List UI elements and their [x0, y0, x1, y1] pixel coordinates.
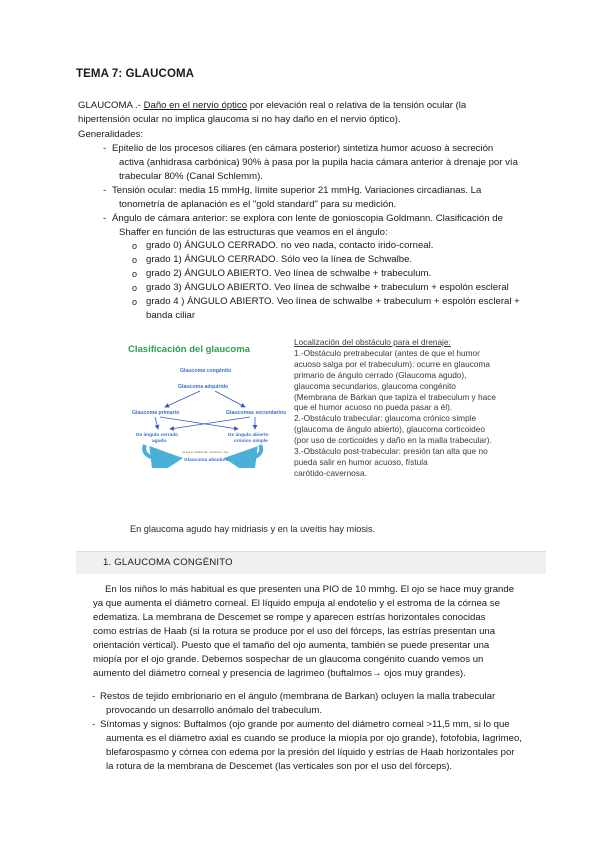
gen-item-2-line-2: tonometría de aplanación es el "gold standard" para su medición. [119, 199, 397, 210]
definition-rest: por elevación real o relativa de la tensión ocular (la [247, 100, 467, 111]
dash-bullet: - [103, 143, 107, 154]
circle-bullet-icon: o [132, 283, 138, 293]
localizacion-block [294, 337, 539, 479]
localizacion-line: glaucoma secundarios, glaucoma congénito [294, 380, 456, 391]
localizacion-line: 1.-Obstáculo pretrabecular (antes de que el humor [294, 347, 480, 358]
localizacion-line: (glaucoma de ángulo abierto), glaucoma corticoideo [294, 424, 485, 435]
circle-bullet-icon: o [132, 255, 138, 265]
section-1-para-line: miopía por el ojo grande. Debemos sospechar de un glaucoma congénito cuando vemos un [93, 654, 484, 665]
page-title: TEMA 7: GLAUCOMA [76, 68, 195, 80]
localizacion-heading: Localización del obstáculo para el drenaje: [294, 337, 451, 347]
section-1-para-line: orientación vertical). Puesto que el tamaño del ojo aumenta, también se puede presentar una [93, 640, 490, 651]
circle-bullet-icon: o [132, 297, 138, 307]
arrow-line [165, 391, 200, 407]
section-1-bullet-2-line-1: Síntomas y signos: Buftalmos (ojo grande por aumento del diámetro corneal >11,5 mm, si lo que [100, 719, 510, 730]
gen-item-3-line-2: Shaffer en función de las estructuras que veamos en el ángulo: [119, 227, 388, 238]
node-cerrado-1: De ángulo cerrado [136, 433, 179, 438]
section-1-para-line: En los niños lo más habitual es que presenten una PIO de 10 mmhg. El ojo se hace muy grande [105, 584, 515, 595]
localizacion-line: que el humor acuoso no pueda pasar a él). [294, 402, 453, 413]
definition-term: GLAUCOMA .- [78, 100, 141, 111]
definition-underlined: Daño en el nervio óptico [143, 100, 248, 111]
diagram-title: Clasificación del glaucoma [128, 344, 250, 355]
gen-item-1-line-1: Epitelio de los procesos ciliares (en cámara posterior) sintetiza humor acuoso à secreción [112, 143, 494, 154]
section-1-para-line: como estrías de Haab (si la rotura se produce por el uso del fórceps, las estrías presentan una [93, 626, 496, 637]
section-1-bullet-1-line-1: Restos de tejido embrionario en el ángulo (membrana de Barkan) ocluyen la malla trabecular [100, 691, 496, 702]
localizacion-line: 3.-Obstáculo post-trabecular: presión tan alta que no [294, 446, 488, 457]
section-header-bar [76, 551, 546, 574]
diagram-small-note: ya sea lo tratable álo, síntomas o hay [182, 450, 229, 454]
section-1-bullet-2-line-3: blefarospasmo y córnea con edema por la presión del líquido y estrías de Haab horizontales por [106, 747, 515, 758]
section-1-para-line: ya que aumenta el diámetro corneal. El líquido empuja al endotelio y el estroma de la córnea se [93, 598, 500, 609]
node-adquirido: Glaucoma adquirido [178, 384, 229, 390]
arrow-line [155, 417, 158, 429]
localizacion-line: (por uso de corticoides y daño en la malla trabecular). [294, 435, 492, 446]
dash-bullet: - [103, 185, 107, 196]
section-1-bullet-1-line-2: provocando un desarrollo anómalo del trabeculum. [106, 705, 322, 716]
arrow-line [170, 417, 250, 429]
node-secundarios: Glaucomas secundarios [226, 410, 286, 416]
figure-caption: En glaucoma agudo hay midriasis y en la uveítis hay miosis. [130, 524, 376, 534]
gen-item-1-line-2: activa (anhidrasa carbónica) 90% à pasa por la pupila hacia cámara anterior à drenaje por vía [119, 157, 518, 168]
section-1-para-line: aumento del diámetro corneal y presencia de lagrimeo (buftalmos→ ojos muy grandes). [93, 668, 466, 679]
gen-item-1-line-3: trabecular 80% (Canal Schlemm). [119, 171, 263, 182]
dash-bullet: - [103, 213, 107, 224]
definition-line-1 [78, 99, 548, 113]
section-1-para-line: edematiza. La membrana de Descemet se rompe y aparecen estrías horizontales conocidas [93, 612, 486, 623]
gen-item-3-line-1: Ángulo de cámara anterior: se explora con lente de gonioscopia Goldmann. Clasificación de [112, 213, 503, 224]
localizacion-line: (Membrana de Barkan que tapiza el trabeculum y hace [294, 391, 497, 402]
grade-2: grado 2) ÁNGULO ABIERTO. Veo línea de schwalbe + trabeculum. [146, 268, 432, 279]
node-abierto-2: crónico simple [234, 439, 268, 444]
section-1-bullet-2-line-2: aumenta es el diámetro axial es cuando se produce la miopía por ojo grande), fotofobia, lagrimeo, [106, 733, 522, 744]
definition-line-2: hipertensión ocular no implica glaucoma si no hay daño en el nervio óptico). [78, 114, 401, 125]
grade-4: grado 4 ) ÁNGULO ABIERTO. Veo línea de schwalbe + trabeculum + espolón escleral + [146, 296, 520, 307]
gen-item-2-line-1: Tensión ocular: media 15 mmHg, límite superior 21 mmHg. Variaciones circadianas. La [112, 185, 482, 196]
curved-arrow [144, 445, 175, 459]
curved-arrow [232, 445, 261, 459]
node-congenito: Glaucoma congénito [180, 368, 232, 374]
node-primario: Glaucoma primario [132, 410, 180, 416]
grade-3: grado 3) ÁNGULO ABIERTO. Veo línea de schwalbe + trabeculum + espolón escleral [146, 282, 509, 293]
node-abierto-1: De ángulo abierto [228, 433, 269, 438]
localizacion-line: acuoso salga por el trabeculum): ocurre en glaucoma [294, 358, 491, 369]
localizacion-line: 2.-Obstáculo trabecular: glaucoma crónico simple [294, 413, 477, 424]
node-absoluto: Glaucoma absoluto [184, 458, 229, 463]
grade-1: grado 1) ÁNGULO CERRADO. Sólo veo la línea de Schwalbe. [146, 254, 413, 265]
dash-bullet: - [92, 719, 96, 730]
arrow-line [215, 391, 245, 407]
localizacion-line: primario de ángulo cerrado (Glaucoma agudo), [294, 369, 467, 380]
glaucoma-classification-diagram [120, 333, 290, 468]
localizacion-line: carótido-cavernosa. [294, 467, 367, 478]
localizacion-line: pueda salir en humor acuoso, fístula [294, 456, 428, 467]
circle-bullet-icon: o [132, 269, 138, 279]
section-1-bullet-2-line-4: la rotura de la membrana de Descemet (las verticales son por el uso del fórceps). [106, 761, 453, 772]
grade-4-continuation: banda ciliar [146, 310, 196, 321]
generalidades-heading: Generalidades: [78, 129, 144, 140]
arrow-line [160, 417, 238, 429]
circle-bullet-icon: o [132, 241, 138, 251]
dash-bullet: - [92, 691, 96, 702]
grade-0: grado 0) ÁNGULO CERRADO. no veo nada, contacto irido-corneal. [146, 240, 434, 251]
section-1-heading: 1. GLAUCOMA CONGÉNITO [103, 557, 233, 568]
node-cerrado-2: agudo [152, 439, 167, 444]
